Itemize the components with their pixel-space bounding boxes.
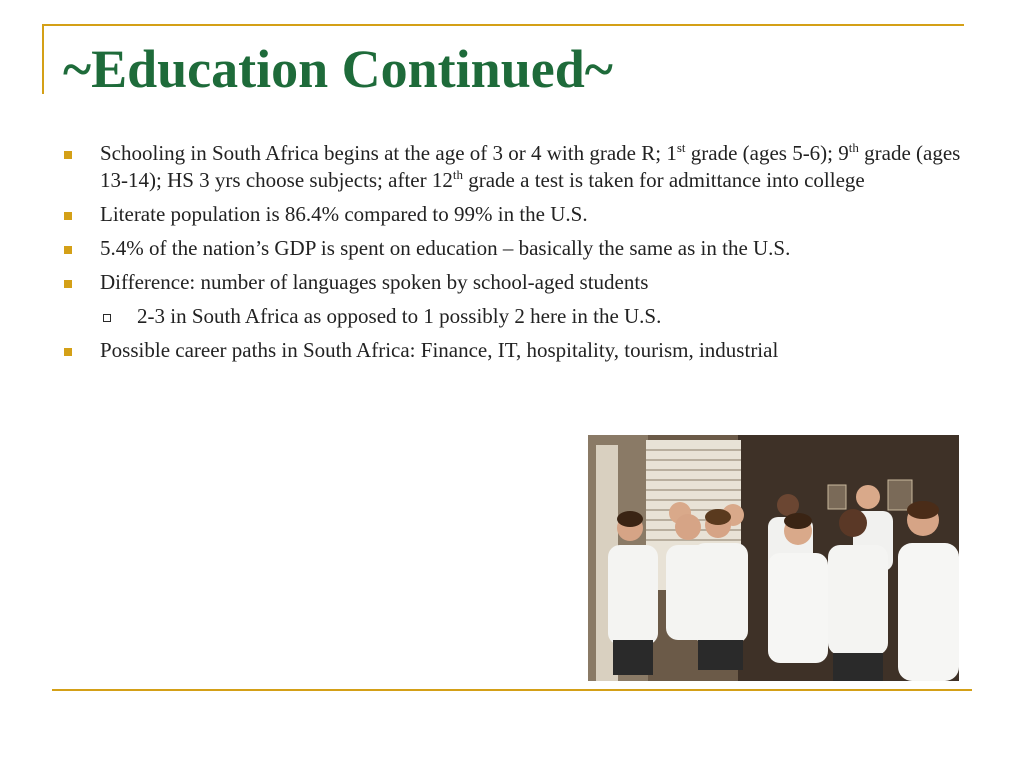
- bullet-list: [62, 140, 962, 371]
- gold-square-bullet-icon: [64, 348, 72, 356]
- gold-square-bullet-icon: [64, 246, 72, 254]
- footer-divider-line: [52, 689, 972, 691]
- students-photo-illustration: [588, 435, 959, 681]
- bullet-text: Difference: number of languages spoken by school-aged students: [100, 270, 649, 294]
- bullet-item-languages: [62, 269, 962, 296]
- bullet-item-schooling: [62, 140, 962, 194]
- bullet-item-literacy: [62, 201, 962, 228]
- sub-bullet-text: 2-3 in South Africa as opposed to 1 possibly 2 here in the U.S.: [137, 304, 662, 328]
- slide-title: ~Education Continued~: [63, 39, 613, 99]
- sub-bullet-item-languages-detail: [62, 303, 962, 330]
- bullet-text: Literate population is 86.4% compared to 99% in the U.S.: [100, 202, 588, 226]
- bullet-text: Possible career paths in South Africa: Finance, IT, hospitality, tourism, industrial: [100, 338, 779, 362]
- gold-square-bullet-icon: [64, 212, 72, 220]
- title-frame-top-line: [42, 24, 964, 26]
- bullet-item-gdp: [62, 235, 962, 262]
- hollow-square-bullet-icon: [103, 314, 111, 322]
- bullet-text: 5.4% of the nation’s GDP is spent on education – basically the same as in the U.S.: [100, 236, 791, 260]
- title-frame-left-line: [42, 24, 44, 94]
- bullet-item-careers: [62, 337, 962, 364]
- students-photo: [588, 435, 959, 681]
- bullet-text: Schooling in South Africa begins at the age of 3 or 4 with grade R; 1st grade (ages 5-6); 9th grade (ages 13-14); HS 3 yrs choose subjects; after 12th grade a test is taken for admittance into college: [100, 140, 961, 192]
- gold-square-bullet-icon: [64, 151, 72, 159]
- gold-square-bullet-icon: [64, 280, 72, 288]
